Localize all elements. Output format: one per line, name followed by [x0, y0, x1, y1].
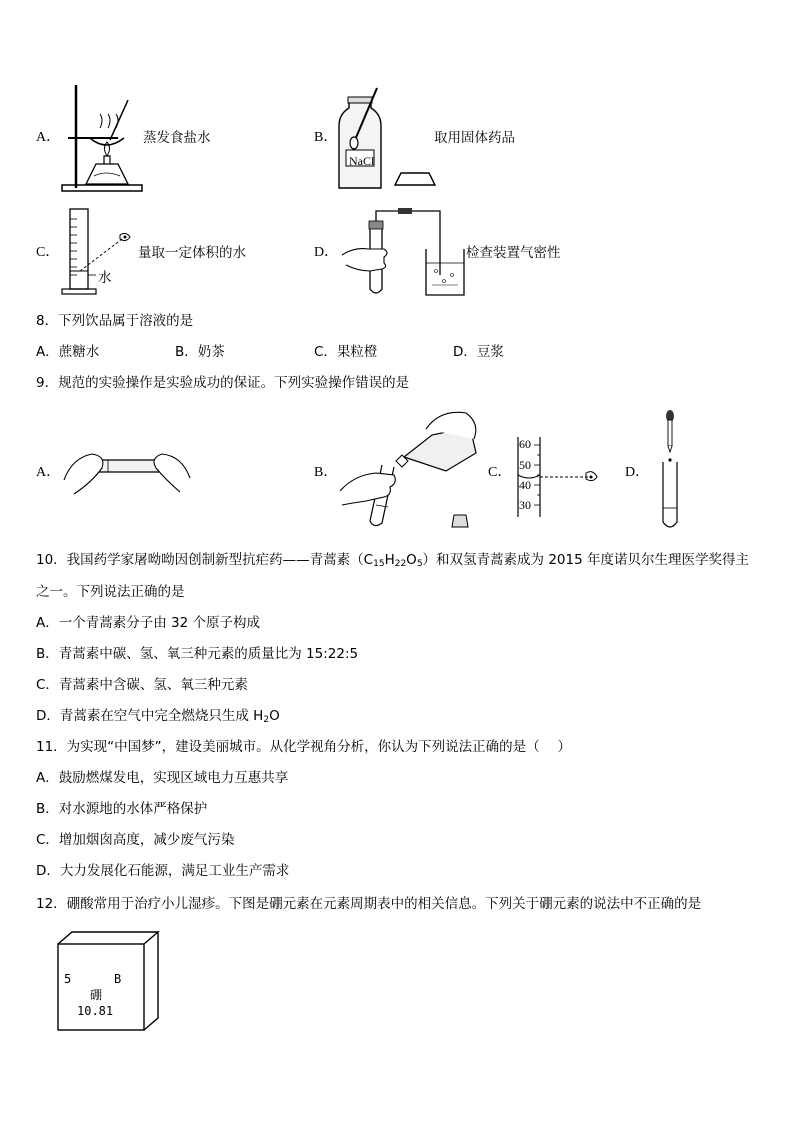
q7-option-b-letter: B．	[314, 130, 338, 145]
q10-stem-pre: 10．我国药学家屠呦呦因创制新型抗疟药——青蒿素（C	[36, 552, 374, 568]
q10-stem-o: O	[406, 552, 417, 568]
element-symbol: B	[114, 972, 122, 986]
evaporation-apparatus-figure	[58, 80, 148, 195]
scale-tick-30: 30	[519, 498, 531, 512]
element-name: 硼	[90, 988, 103, 1002]
q11-stem: 11．为实现“中国梦”，建设美丽城市。从化学视角分析，你认为下列说法正确的是（ ）	[36, 739, 571, 755]
q8-option-a: A．蔗糖水	[36, 344, 100, 360]
q10-sub-c: 15	[373, 559, 385, 569]
shaking-test-tube-figure	[62, 440, 192, 500]
scale-tick-40: 40	[519, 478, 531, 492]
q10-stem	[36, 552, 749, 570]
q9-option-d-letter: D．	[625, 465, 650, 480]
q10-stem-post: ）和双氢青蒿素成为 2015 年度诺贝尔生理医学奖得主	[422, 552, 749, 568]
water-label: 水	[98, 270, 112, 286]
q10-option-d	[36, 708, 280, 726]
airtightness-check-figure	[340, 205, 470, 300]
q9-stem: 9．规范的实验操作是实验成功的保证。下列实验操作错误的是	[36, 375, 410, 391]
q11-option-b: B．对水源地的水体严格保护	[36, 801, 208, 817]
q10-option-a: A．一个青蒿素分子由 32 个原子构成	[36, 615, 260, 631]
q7-option-c-letter: C．	[36, 245, 60, 260]
q11-option-c: C．增加烟囱高度，减少废气污染	[36, 832, 235, 848]
element-atomic-mass: 10.81	[77, 1004, 114, 1018]
q7-option-d-letter: D．	[314, 245, 339, 260]
q9-option-b-letter: B．	[314, 465, 338, 480]
q9-option-c-letter: C．	[488, 465, 512, 480]
q7-option-a-letter: A．	[36, 130, 61, 145]
q10-sub-o: 5	[416, 559, 423, 569]
pouring-liquid-figure	[336, 405, 486, 533]
q10-stem-h: H	[384, 552, 395, 568]
bottle-label: NaCl	[349, 154, 375, 168]
q9-option-a-letter: A．	[36, 465, 61, 480]
scale-tick-60: 60	[519, 437, 531, 451]
q8-stem: 8．下列饮品属于溶液的是	[36, 313, 194, 329]
q7-option-b-caption: 取用固体药品	[434, 130, 515, 146]
q11-option-a: A．鼓励燃煤发电，实现区域电力互惠共享	[36, 770, 289, 786]
q10-option-d-sub: 2	[263, 715, 270, 725]
q8-option-b: B．奶茶	[175, 344, 225, 360]
q12-stem: 12．硼酸常用于治疗小儿湿疹。下图是硼元素在元素周期表中的相关信息。下列关于硼元素的说法中不正确的是	[36, 896, 702, 912]
element-atomic-number: 5	[64, 972, 72, 986]
q8-option-d: D．豆浆	[453, 344, 504, 360]
q11-option-d: D．大力发展化石能源，满足工业生产需求	[36, 863, 290, 879]
q10-sub-h: 22	[394, 559, 407, 569]
reagent-bottle-figure	[335, 80, 440, 192]
q10-stem-line2: 之一。下列说法正确的是	[36, 584, 185, 600]
dropper-test-tube-figure	[655, 408, 685, 534]
q10-option-c: C．青蒿素中含碳、氢、氧三种元素	[36, 677, 248, 693]
q10-option-d-pre: D．青蒿素在空气中完全燃烧只生成 H	[36, 708, 264, 724]
q7-option-a-caption: 蒸发食盐水	[143, 130, 211, 146]
scale-tick-50: 50	[519, 458, 531, 472]
q7-option-c-caption: 量取一定体积的水	[138, 245, 246, 261]
q7-option-d-caption: 检查装置气密性	[466, 245, 561, 261]
q10-option-d-post: O	[269, 708, 280, 724]
q10-option-b: B．青蒿素中碳、氢、氧三种元素的质量比为 15:22:5	[36, 646, 359, 662]
q8-option-c: C．果粒橙	[314, 344, 378, 360]
